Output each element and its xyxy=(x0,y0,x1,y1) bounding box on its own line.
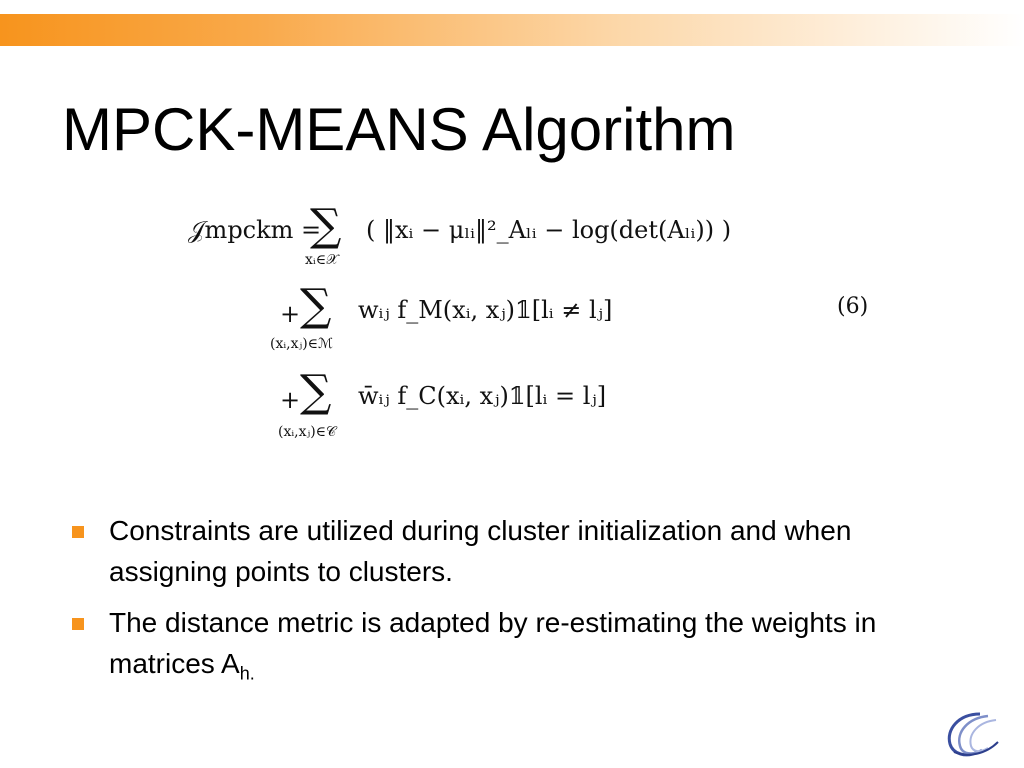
equation-line-3-prefix: + xyxy=(280,386,301,414)
equation-line-2-prefix: + xyxy=(280,300,301,328)
bullet-text: Constraints are utilized during cluster initialization and when assigning points to clusters. xyxy=(109,515,852,587)
sum-symbol-2: ∑ xyxy=(300,280,332,331)
bullet-list xyxy=(70,510,950,705)
equation-image xyxy=(180,196,880,456)
equation-number: (6) xyxy=(837,294,869,319)
sum-subscript-1: xᵢ∈𝒳 xyxy=(305,252,339,268)
bullet-item xyxy=(70,510,950,592)
square-bullet-icon xyxy=(72,526,84,538)
slide-title: MPCK-MEANS Algorithm xyxy=(62,96,736,163)
sum-subscript-3: (xᵢ,xⱼ)∈𝒞 xyxy=(278,424,337,440)
bullet-text: The distance metric is adapted by re-estimating the weights in matrices A xyxy=(109,607,877,679)
equation-line-2-body: wᵢⱼ f_M(xᵢ, xⱼ)𝟙[lᵢ ≠ lⱼ] xyxy=(358,296,613,324)
header-accent-bar xyxy=(0,14,1024,46)
bullet-item xyxy=(70,602,950,695)
sum-symbol-3: ∑ xyxy=(300,366,332,417)
swirl-logo-icon xyxy=(940,708,1004,760)
equation-line-1-body: ( ‖xᵢ − μₗᵢ‖²_Aₗᵢ − log(det(Aₗᵢ)) ) xyxy=(366,216,732,244)
sum-subscript-2: (xᵢ,xⱼ)∈ℳ xyxy=(270,336,334,352)
square-bullet-icon xyxy=(72,618,84,630)
equation-line-3-body: w̄ᵢⱼ f_C(xᵢ, xⱼ)𝟙[lᵢ = lⱼ] xyxy=(358,382,607,410)
sum-symbol-1: ∑ xyxy=(310,200,342,251)
equation-lhs: 𝒥mpckm = xyxy=(188,216,322,244)
bullet-subscript: h. xyxy=(239,663,255,684)
